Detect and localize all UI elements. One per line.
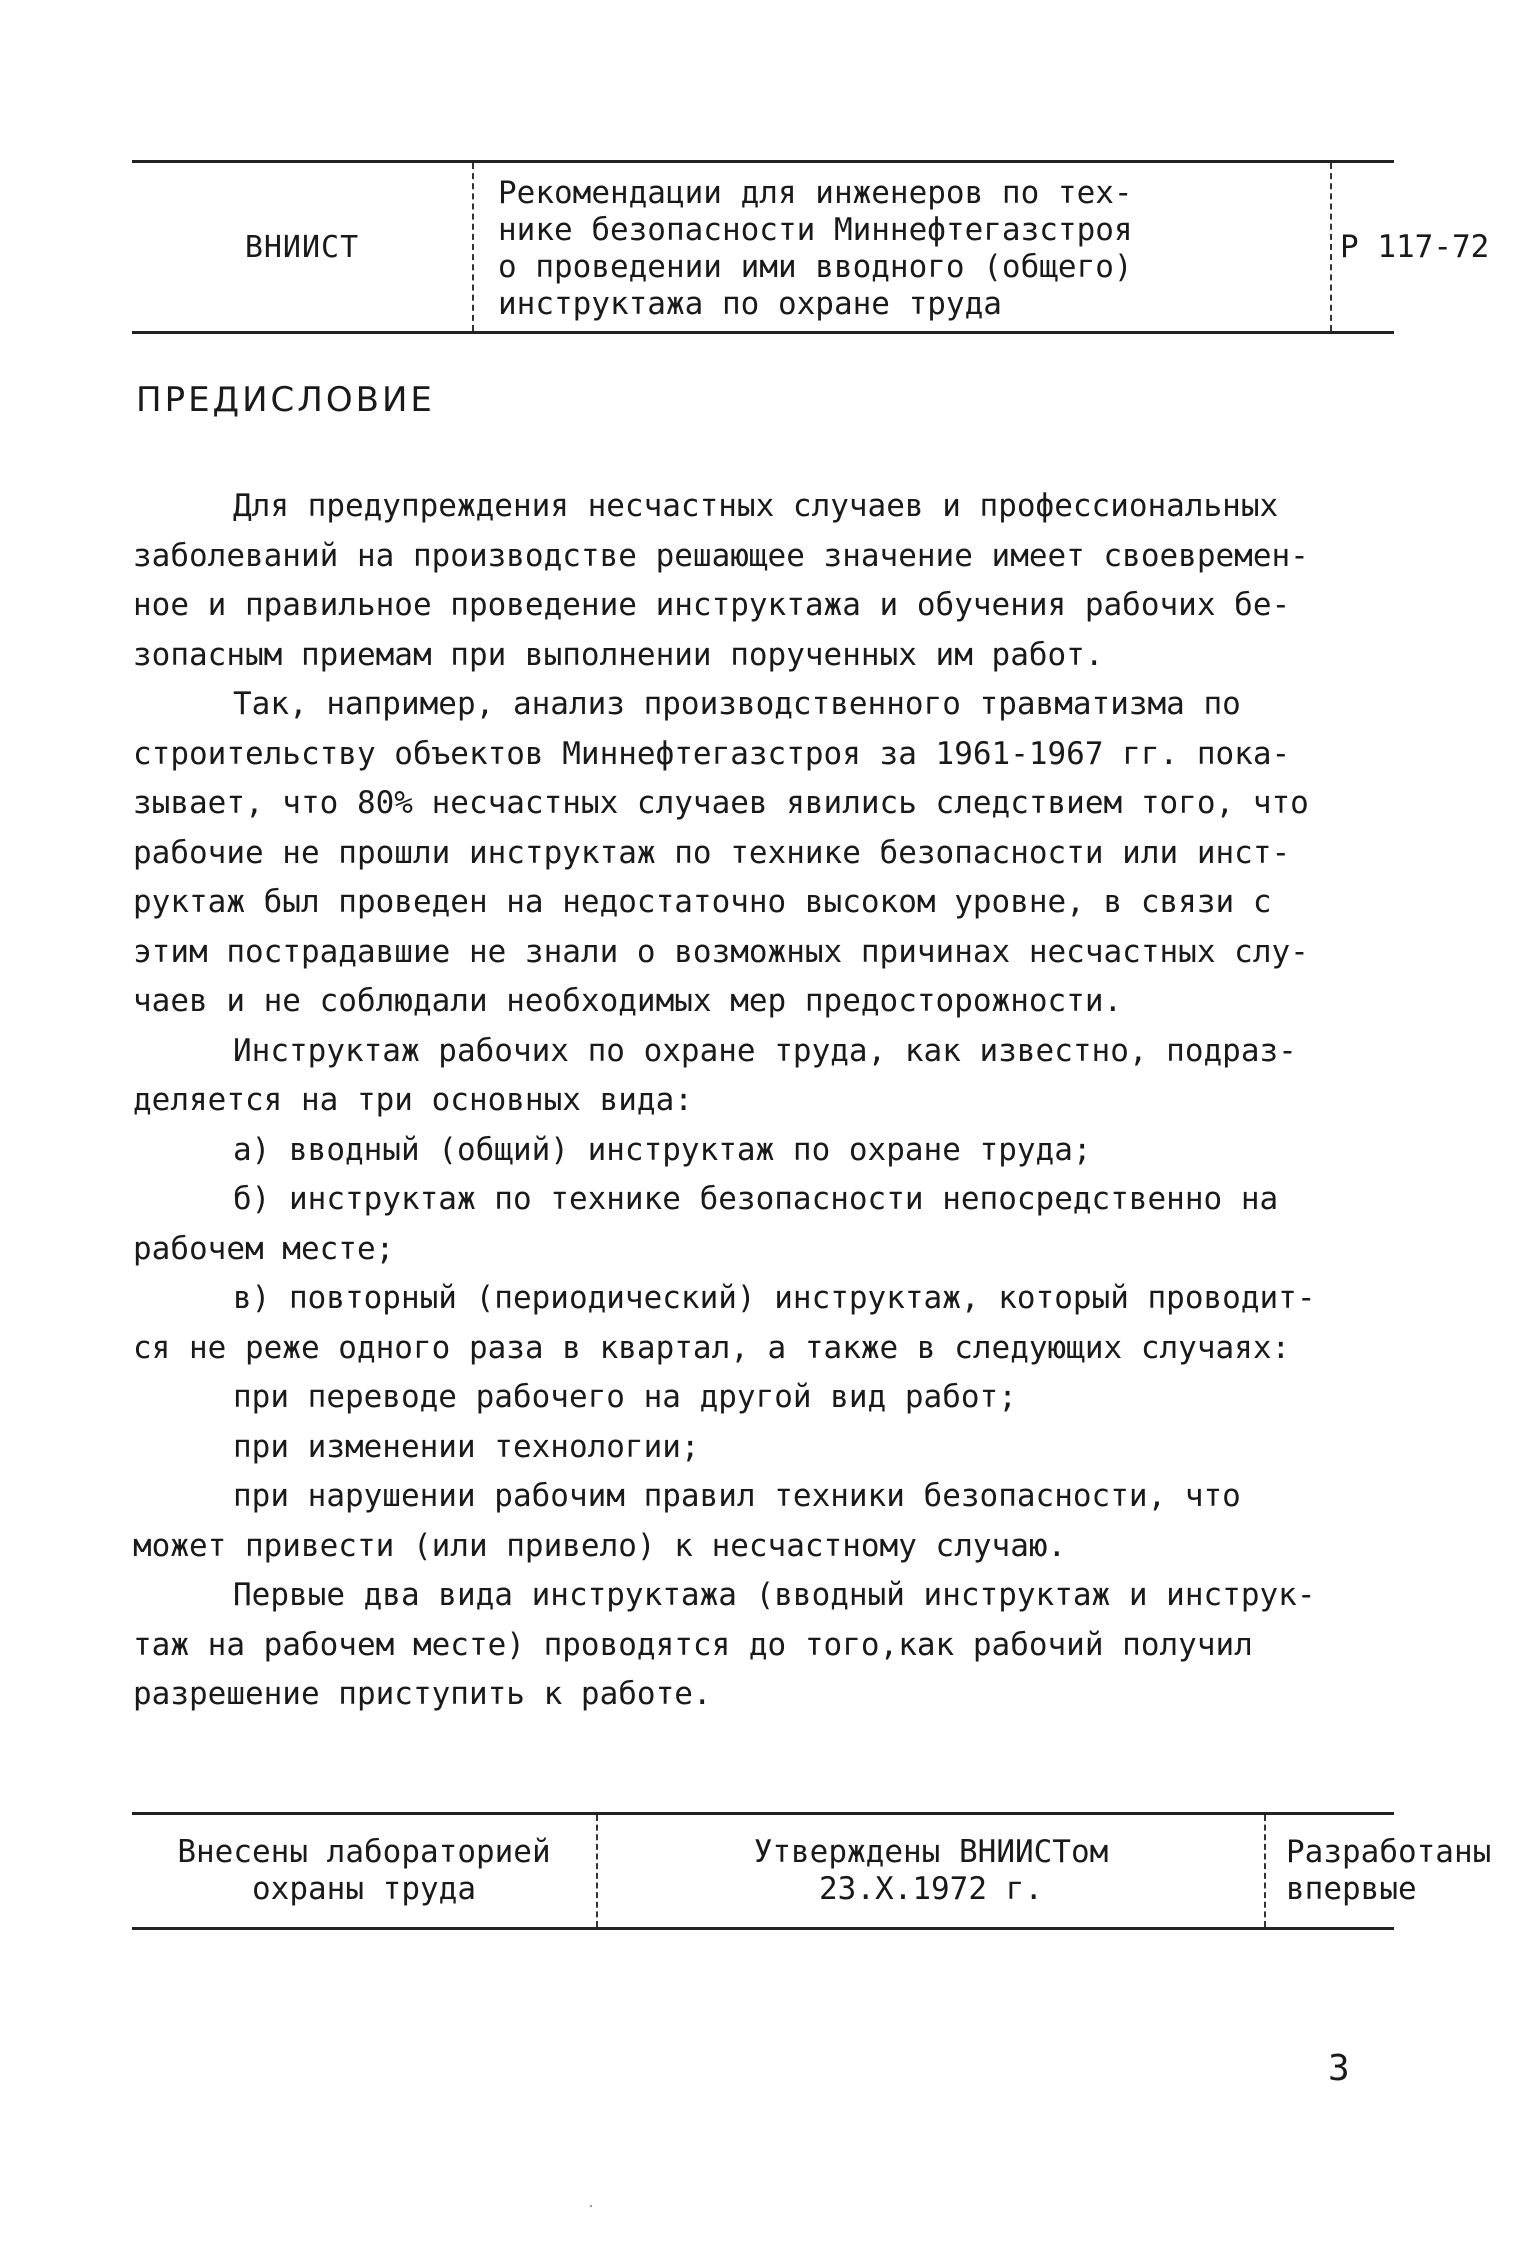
approved-cell: [596, 1815, 1266, 1927]
body-line: при изменении технологии;: [233, 1428, 700, 1465]
body-line: рабочем месте;: [133, 1230, 395, 1267]
header-table: [132, 160, 1490, 334]
scan-speck: [590, 2205, 592, 2207]
body-line: при нарушении рабочим правил техники безопасности, что: [233, 1478, 1241, 1514]
body-line: Так, например, анализ производственного травматизма по: [233, 686, 1241, 722]
body-line: а) вводный (общий) инструктаж по охране труда;: [233, 1131, 1092, 1168]
page-number: 3: [1328, 2048, 1350, 2089]
body-line: руктаж был проведен на недостаточно высоком уровне, в связи с: [133, 884, 1272, 920]
organization-name: ВНИИСТ: [244, 229, 360, 265]
section-title: ПРЕДИСЛОВИЕ: [136, 380, 435, 420]
body-line: зывает, что 80% несчастных случаев явились следствием того, что: [133, 785, 1309, 821]
body-line: может привести (или привело) к несчастному случаю.: [133, 1527, 1067, 1564]
developed-line2: впервые: [1286, 1871, 1417, 1907]
approved-line1: Утверждены ВНИИСТом: [753, 1834, 1109, 1870]
body-line: б) инструктаж по технике безопасности непосредственно на: [233, 1181, 1279, 1217]
body-line: этим пострадавшие не знали о возможных причинах несчастных слу-: [133, 933, 1309, 970]
developed-line1: Разработаны: [1286, 1834, 1492, 1870]
body-line: при переводе рабочего на другой вид работ;: [233, 1379, 1017, 1415]
body-line: Первые два вида инструктажа (вводный инструктаж и инструк-: [233, 1577, 1316, 1613]
document-title: Рекомендации для инженеров по тех- нике безопасности Миннефтегазстроя о проведении ими вводного (общего) инструктажа по охране труда: [472, 163, 1332, 331]
body-line: Для предупреждения несчастных случаев и профессиональных: [233, 488, 1279, 524]
body-line: в) повторный (периодический) инструктаж, который проводит-: [233, 1280, 1316, 1316]
approved-date: 23.X.1972 г.: [819, 1871, 1043, 1907]
body-line: Инструктаж рабочих по охране труда, как известно, подраз-: [233, 1032, 1297, 1069]
preface-body: [133, 482, 1413, 1720]
body-line: ся не реже одного раза в квартал, а также в следующих случаях:: [133, 1329, 1291, 1366]
footer-table: [132, 1812, 1492, 1930]
body-line: ное и правильное проведение инструктажа и обучения рабочих бе-: [133, 587, 1291, 623]
body-line: рабочие не прошли инструктаж по технике безопасности или инст-: [133, 834, 1291, 871]
submitted-by-line1: Внесены лабораторией: [177, 1834, 551, 1870]
body-line: чаев и не соблюдали необходимых мер предосторожности.: [133, 983, 1123, 1019]
body-line: зопасным приемам при выполнении порученных им работ.: [133, 636, 1104, 673]
body-line: заболеваний на производстве решающее значение имеет своевремен-: [133, 537, 1309, 574]
document-code: Р 117-72: [1340, 229, 1490, 265]
body-line: таж на рабочем месте) проводятся до того,как рабочий получил: [133, 1626, 1253, 1663]
body-line: разрешение приступить к работе.: [133, 1676, 712, 1712]
submitted-by-line2: охраны труда: [252, 1871, 476, 1907]
submitted-by-cell: [132, 1815, 596, 1927]
body-line: деляется на три основных вида:: [133, 1082, 693, 1118]
developed-cell: [1266, 1815, 1492, 1927]
body-line: строительству объектов Миннефтегазстроя за 1961-1967 гг. пока-: [133, 735, 1291, 772]
